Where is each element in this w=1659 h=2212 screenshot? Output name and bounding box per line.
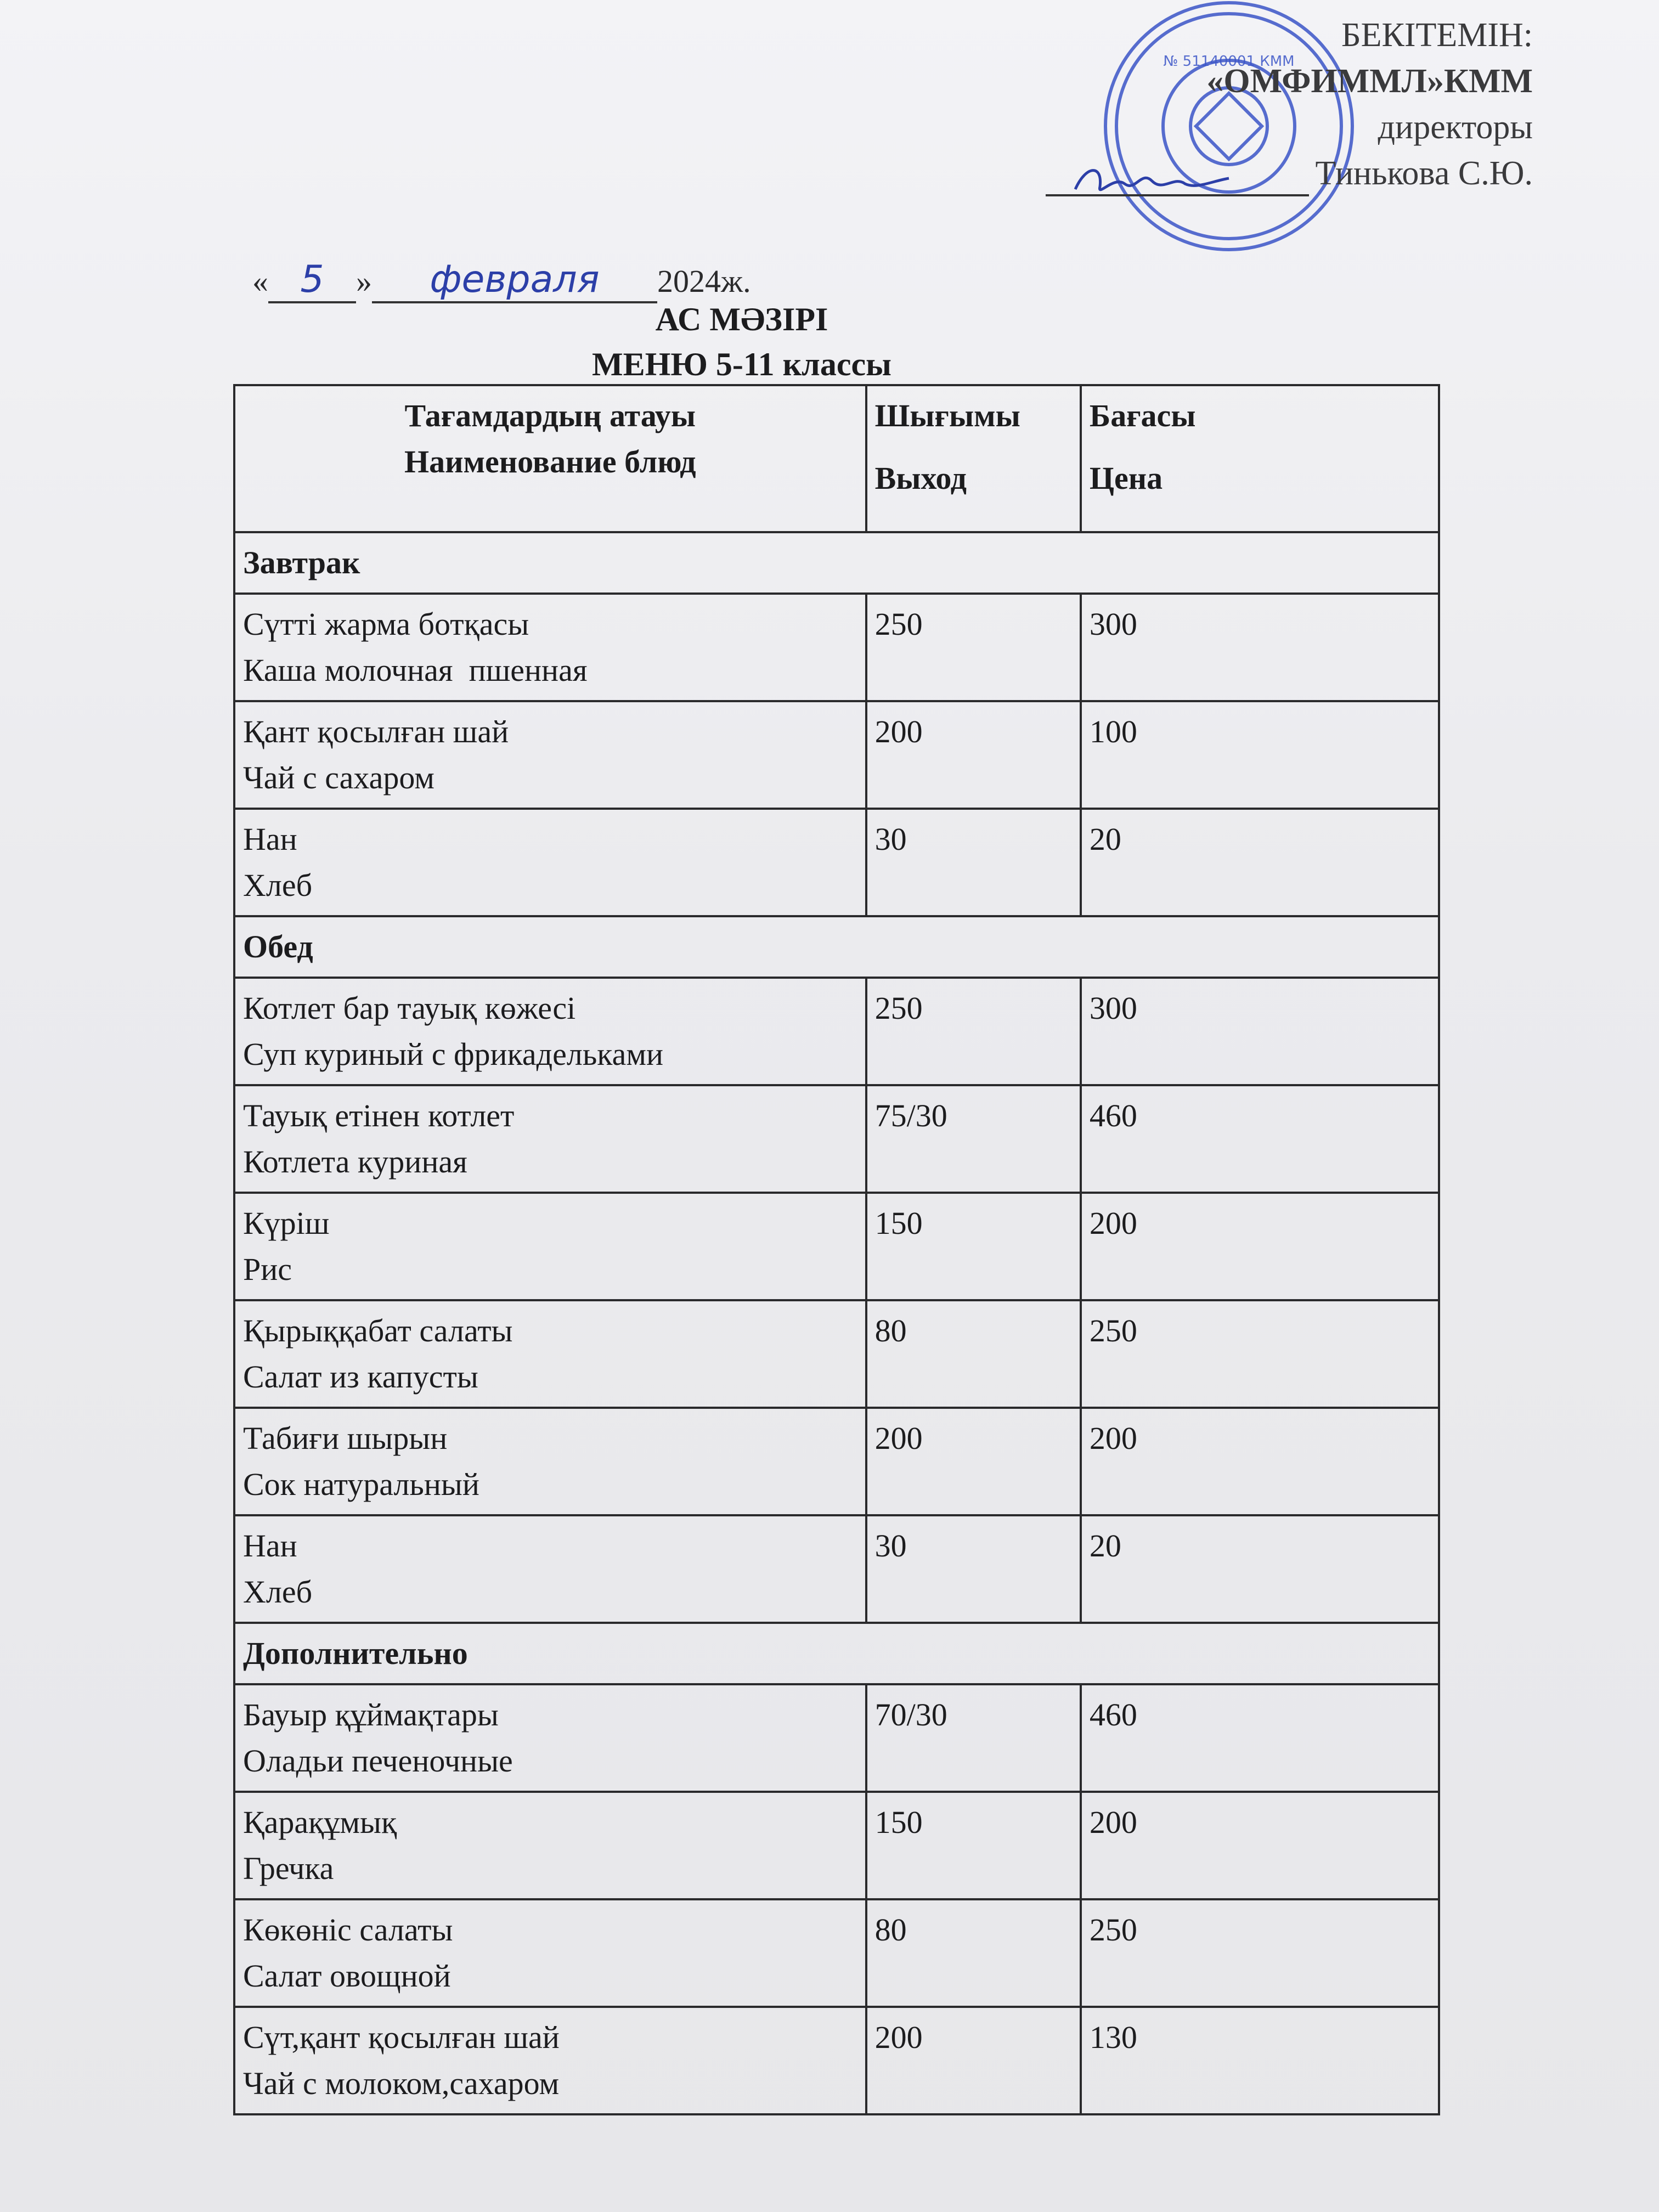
dish-price: 460 <box>1081 1085 1439 1193</box>
section-title: Обед <box>234 916 1439 978</box>
dish-name-ru: Гречка <box>243 1850 334 1886</box>
dish-name-kz: Нан <box>243 821 297 857</box>
dish-price: 460 <box>1081 1684 1439 1792</box>
dish-name-kz: Қант қосылған шай <box>243 714 509 749</box>
dish-row <box>234 1193 1439 1300</box>
menu-table <box>233 384 1440 2115</box>
dish-price: 20 <box>1081 1515 1439 1623</box>
dish-name-cell <box>234 2007 866 2114</box>
dish-name-ru: Сок натуральный <box>243 1466 479 1502</box>
dish-output: 200 <box>866 701 1081 809</box>
dish-name-kz: Сүт,қант қосылған шай <box>243 2019 560 2055</box>
dish-row <box>234 809 1439 916</box>
dish-name-cell <box>234 1899 866 2007</box>
dish-name-cell <box>234 1515 866 1623</box>
dish-row <box>234 1515 1439 1623</box>
dish-name-kz: Табиғи шырын <box>243 1420 448 1456</box>
dish-name-ru: Чай с сахаром <box>243 760 435 795</box>
dish-name-cell <box>234 978 866 1085</box>
dish-name-ru: Салат овощной <box>243 1958 451 1994</box>
menu-date <box>252 258 751 303</box>
date-close-quote: » <box>356 263 372 299</box>
section-row <box>234 916 1439 978</box>
header-name-kz: Тағамдардың атауы <box>404 398 696 433</box>
header-output-kz: Шығымы <box>874 398 1020 433</box>
dish-output: 200 <box>866 1408 1081 1515</box>
dish-output: 80 <box>866 1300 1081 1408</box>
header-output <box>866 385 1081 532</box>
menu-body <box>234 532 1439 2114</box>
dish-price: 300 <box>1081 978 1439 1085</box>
dish-output: 75/30 <box>866 1085 1081 1193</box>
dish-name-ru: Хлеб <box>243 1574 313 1610</box>
header-name <box>234 385 866 532</box>
date-day: 5 <box>268 258 356 303</box>
dish-name-cell <box>234 594 866 701</box>
dish-name-ru: Хлеб <box>243 867 313 903</box>
approval-line2: «ОМФИММЛ»КММ <box>1206 63 1533 100</box>
section-row <box>234 532 1439 594</box>
dish-name-kz: Тауық етінен котлет <box>243 1098 515 1133</box>
date-year: 2024ж. <box>657 263 751 299</box>
approval-line3: директоры <box>1378 109 1533 146</box>
section-title: Завтрак <box>234 532 1439 594</box>
dish-name-ru: Оладьи печеночные <box>243 1743 513 1779</box>
dish-name-cell <box>234 1085 866 1193</box>
dish-row <box>234 1408 1439 1515</box>
dish-name-cell <box>234 701 866 809</box>
page-title: АС МӘЗІРІ <box>655 301 828 337</box>
handwritten-signature <box>1070 159 1234 203</box>
dish-price: 250 <box>1081 1300 1439 1408</box>
dish-row <box>234 1899 1439 2007</box>
dish-name-ru: Салат из капусты <box>243 1359 478 1395</box>
dish-name-kz: Бауыр құймақтары <box>243 1697 499 1733</box>
dish-name-kz: Сүтті жарма ботқасы <box>243 606 529 642</box>
dish-name-cell <box>234 1300 866 1408</box>
dish-name-cell <box>234 1792 866 1899</box>
dish-name-kz: Қарақұмық <box>243 1804 397 1840</box>
dish-price: 200 <box>1081 1408 1439 1515</box>
dish-price: 100 <box>1081 701 1439 809</box>
dish-price: 130 <box>1081 2007 1439 2114</box>
dish-name-kz: Қырыққабат салаты <box>243 1313 513 1348</box>
dish-row <box>234 1085 1439 1193</box>
dish-name-cell <box>234 1408 866 1515</box>
approval-line1: БЕКІТЕМІН: <box>1341 16 1533 54</box>
header-name-ru: Наименование блюд <box>404 444 696 479</box>
dish-output: 30 <box>866 1515 1081 1623</box>
dish-name-kz: Көкөніс салаты <box>243 1912 453 1948</box>
date-month: февраля <box>372 258 657 303</box>
dish-row <box>234 978 1439 1085</box>
dish-name-kz: Күріш <box>243 1205 330 1241</box>
dish-row <box>234 1300 1439 1408</box>
dish-output: 80 <box>866 1899 1081 2007</box>
dish-output: 70/30 <box>866 1684 1081 1792</box>
dish-row <box>234 1684 1439 1792</box>
date-open-quote: « <box>252 263 268 299</box>
dish-name-kz: Котлет бар тауық көжесі <box>243 990 576 1026</box>
dish-price: 300 <box>1081 594 1439 701</box>
header-price-kz: Бағасы <box>1089 398 1196 433</box>
dish-price: 250 <box>1081 1899 1439 2007</box>
dish-row <box>234 2007 1439 2114</box>
dish-name-ru: Каша молочная пшенная <box>243 652 588 688</box>
director-name: Тинькова С.Ю. <box>1315 155 1533 192</box>
dish-name-cell <box>234 809 866 916</box>
header-price-ru: Цена <box>1089 460 1163 496</box>
header-row <box>234 385 1439 532</box>
dish-name-ru: Рис <box>243 1251 292 1287</box>
dish-output: 150 <box>866 1792 1081 1899</box>
dish-output: 200 <box>866 2007 1081 2114</box>
dish-output: 250 <box>866 594 1081 701</box>
dish-price: 20 <box>1081 809 1439 916</box>
dish-name-ru: Суп куриный с фрикадельками <box>243 1036 664 1072</box>
header-price <box>1081 385 1439 532</box>
section-title: Дополнительно <box>234 1623 1439 1684</box>
dish-name-cell <box>234 1684 866 1792</box>
dish-output: 250 <box>866 978 1081 1085</box>
dish-price: 200 <box>1081 1792 1439 1899</box>
dish-row <box>234 701 1439 809</box>
header-output-ru: Выход <box>874 460 967 496</box>
stamp-text: № 51140001 КММ <box>1163 53 1295 70</box>
dish-output: 150 <box>866 1193 1081 1300</box>
section-row <box>234 1623 1439 1684</box>
dish-output: 30 <box>866 809 1081 916</box>
dish-name-cell <box>234 1193 866 1300</box>
dish-price: 200 <box>1081 1193 1439 1300</box>
dish-row <box>234 594 1439 701</box>
dish-name-kz: Нан <box>243 1528 297 1564</box>
dish-name-ru: Чай с молоком,сахаром <box>243 2066 560 2101</box>
page-subtitle: МЕНЮ 5-11 классы <box>592 346 891 382</box>
dish-name-ru: Котлета куриная <box>243 1144 467 1180</box>
dish-row <box>234 1792 1439 1899</box>
